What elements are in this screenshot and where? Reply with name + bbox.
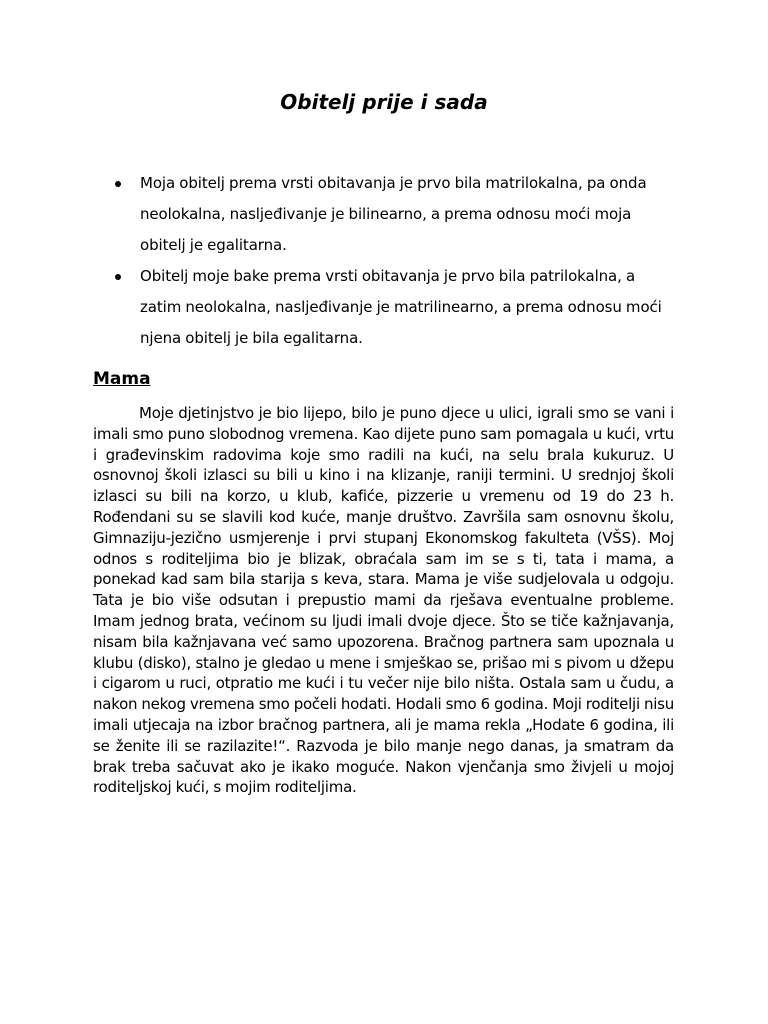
document-title: Obitelj prije i sada [280, 90, 488, 114]
bullet-item [112, 261, 672, 354]
bullet-text: Obitelj moje bake prema vrsti obitavanja je prvo bila patrilokalna, a zatim neolokalna, nasljeđivanje je matrilinearno, a prema odnosu moći njena obitelj je bila egalitarna. [140, 267, 662, 347]
bullet-list [112, 168, 672, 354]
bullet-text: Moja obitelj prema vrsti obitavanja je prvo bila matrilokalna, pa onda neolokalna, nasljeđivanje je bilinearno, a prema odnosu moći moja obitelj je egalitarna. [140, 174, 647, 254]
bullet-dot-icon [115, 181, 121, 187]
body-paragraph: Moje djetinjstvo je bio lijepo, bilo je puno djece u ulici, igrali smo se vani i imali smo puno slobodnog vremena. Kao dijete puno sam pomagala u kući, vrtu i građevinskim radovima koje smo radili na kući, na selu brala kukuruz. U osnovnoj školi izlasci su bili u kino i na klizanje, raniji termini. U srednjoj školi izlasci su bili na korzo, u klub, kafiće, pizzerie u vremenu od 19 do 23 h. Rođendani su se slavili kod kuće, manje društvo. Završila sam osnovnu školu, Gimnaziju-jezično usmjerenje i prvi stupanj Ekonomskog fakulteta (VŠS). Moj odnos s roditeljima bio je blizak, obraćala sam im se s ti, tata i mama, a ponekad kad sam bila starija s keva, stara. Mama je više sudjelovala u odgoju. Tata je bio više odsutan i prepustio mami da rješava eventualne probleme. Imam jednog brata, većinom su ljudi imali dvoje djece. Što se tiče kažnjavanja, nisam bila kažnjavana već samo upozorena. Bračnog partnera sam upoznala u klubu (disko), stalno je gledao u mene i smješkao se, prišao mi s pivom u džepu i cigarom u ruci, otpratio me kući i tu večer nije bilo ništa. Ostala sam u čudu, a nakon nekog vremena smo počeli hodati. Hodali smo 6 godina. Moji roditelji nisu imali utjecaja na izbor bračnog partnera, ali je mama rekla „Hodate 6 godina, ili se ženite ili se razilazite!“. Razvoda je bilo manje nego danas, ja smatram da brak treba sačuvat ako je ikako moguće. Nakon vjenčanja smo živjeli u mojoj roditeljskoj kući, s mojim roditeljima. [93, 404, 674, 797]
bullet-item [112, 168, 672, 261]
section-heading: Mama [93, 369, 151, 389]
bullet-dot-icon [115, 274, 121, 280]
